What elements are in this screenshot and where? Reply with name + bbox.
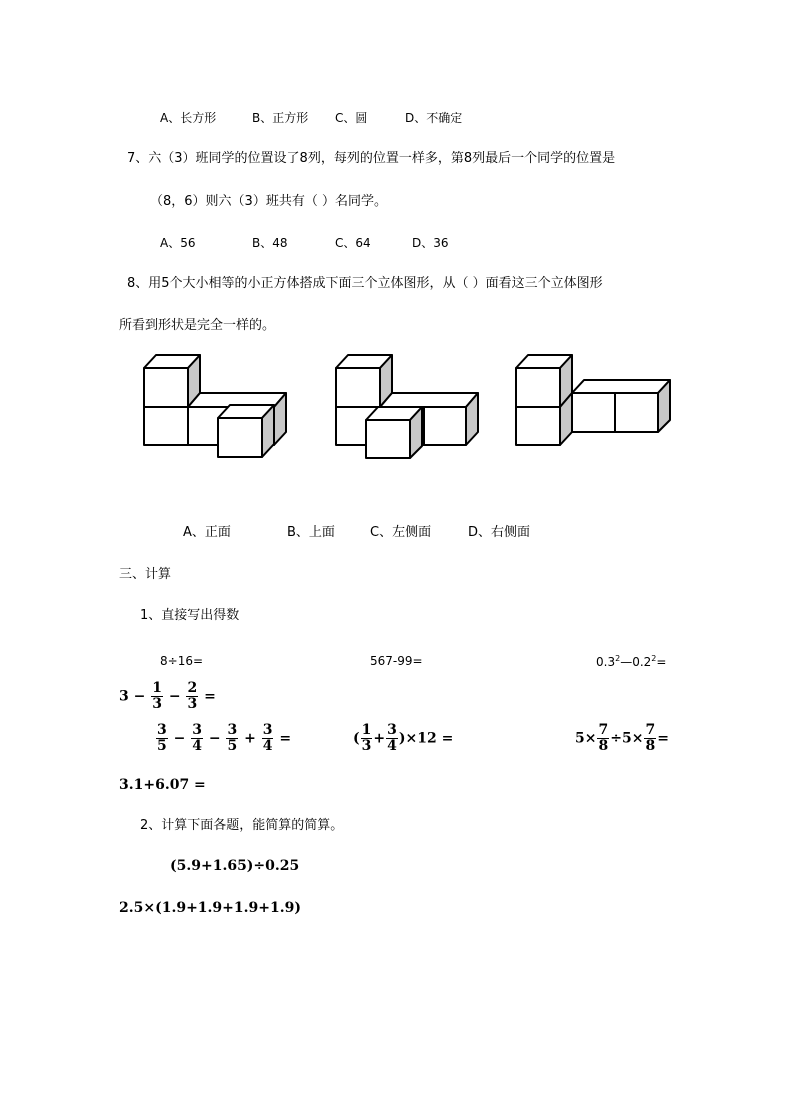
q8-option-c: C、左侧面 xyxy=(370,525,432,540)
section3-title: 三、计算 xyxy=(119,567,172,582)
expr-parenthesized-times-12: ( $\frac{1}{3}$ + $\frac{3}{4}$ )×12 = xyxy=(353,722,454,754)
cube-figure-1 xyxy=(144,355,286,457)
expr-fraction-sum: $\frac{3}{5}$ − $\frac{3}{4}$ − $\frac{3}{5}$ + $\frac{3}{4}$ = xyxy=(157,722,292,754)
oral-item-1: 8÷16= xyxy=(160,654,204,668)
q8-option-b: B、上面 xyxy=(287,525,335,540)
q7-question-line2: （8，6）则六（3）班共有（ ）名同学。 xyxy=(150,194,387,209)
calc-item-1: (5.9+1.65)÷0.25 xyxy=(170,858,300,874)
q7-question-line1: 7、六（3）班同学的位置设了8列，每列的位置一样多，第8列最后一个同学的位置是 xyxy=(127,151,616,166)
expr-3-minus-fractions: 3 − $\frac{1}{3}$ − $\frac{2}{3}$ = xyxy=(119,680,216,712)
q6-option-d: D、不确定 xyxy=(405,111,463,125)
q7-option-b: B、48 xyxy=(252,236,288,250)
q6-option-c: C、圆 xyxy=(335,111,368,125)
expr-5-times-seven-eighths: 5× $\frac{7}{8}$ ÷5× $\frac{7}{8}$ = xyxy=(575,722,669,754)
cube-figure-3 xyxy=(516,355,670,445)
oral-item-2: 567-99= xyxy=(370,654,423,668)
q8-question-line2: 所看到形状是完全一样的。 xyxy=(119,318,276,333)
cube-figure-2 xyxy=(336,355,478,458)
section3-sub2: 2、计算下面各题，能简算的简算。 xyxy=(140,818,344,833)
q8-option-d: D、右侧面 xyxy=(468,525,531,540)
q8-option-a: A、正面 xyxy=(183,525,231,540)
calc-item-2: 2.5×(1.9+1.9+1.9+1.9) xyxy=(119,900,301,916)
oral-item-3: $0.3^2—0.2^2=$ xyxy=(596,654,667,669)
section3-sub1: 1、直接写出得数 xyxy=(140,608,240,623)
q7-option-d: D、36 xyxy=(412,236,449,250)
q8-question-line1: 8、用5个大小相等的小正方体搭成下面三个立体图形，从（ ）面看这三个立体图形 xyxy=(127,276,603,291)
q6-option-a: A、长方形 xyxy=(160,111,217,125)
q7-option-c: C、64 xyxy=(335,236,371,250)
q6-option-b: B、正方形 xyxy=(252,111,309,125)
q7-option-a: A、56 xyxy=(160,236,196,250)
expr-decimal-sum: 3.1+6.07 = xyxy=(119,777,206,793)
cube-figures xyxy=(0,350,790,470)
